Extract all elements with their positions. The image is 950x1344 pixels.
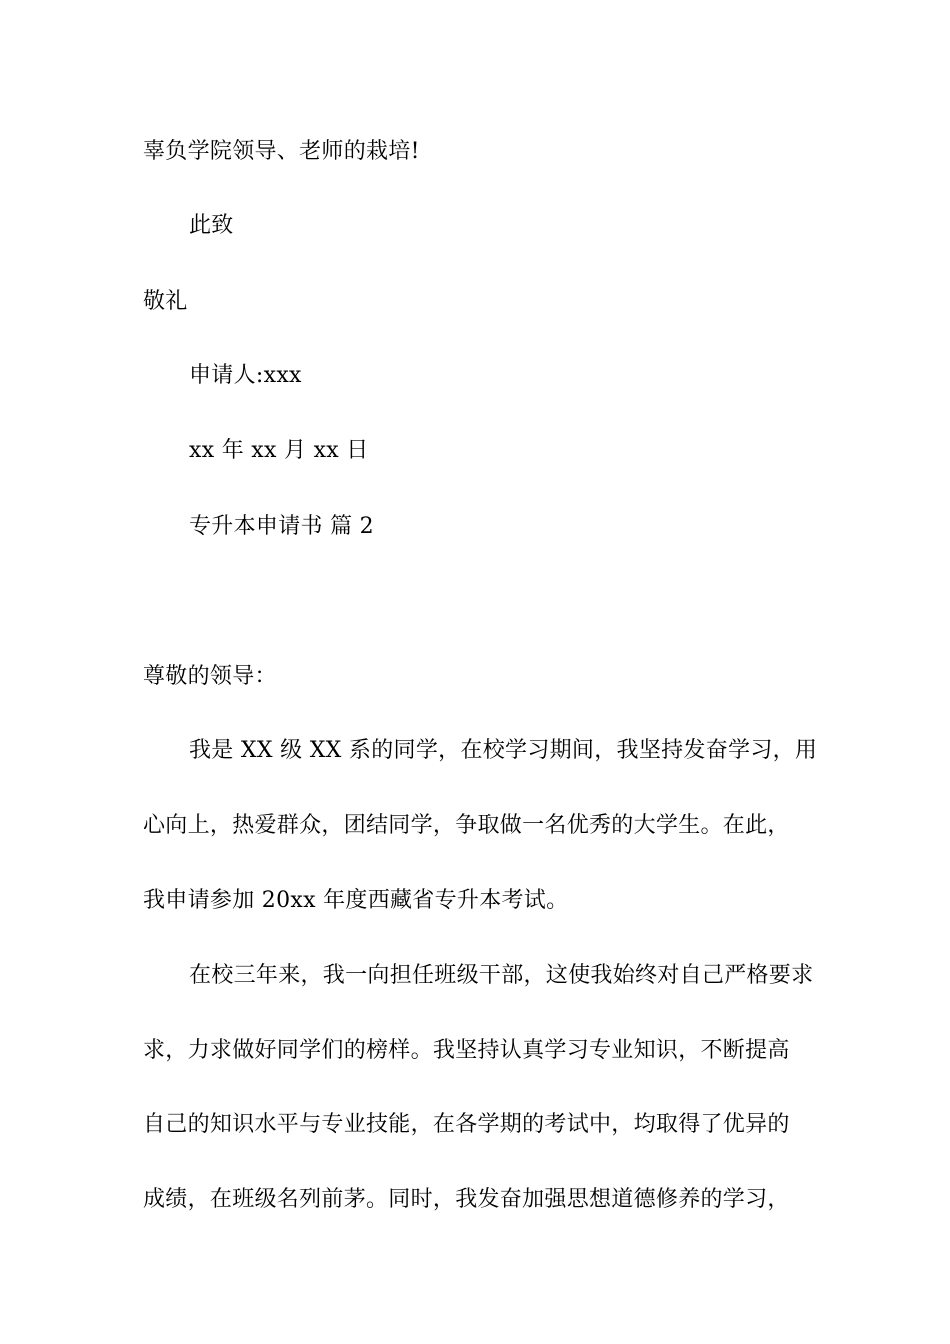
greeting-line: 尊敬的领导： <box>143 664 277 689</box>
paragraph-line: 成绩，在班级名列前茅。同时，我发奋加强思想道德修养的学习， <box>143 1187 790 1212</box>
section-heading: 专升本申请书 篇 2 <box>189 514 374 539</box>
paragraph-line: 在校三年来，我一向担任班级干部，这使我始终对自己严格要求 <box>189 963 814 988</box>
date-line: xx 年 xx 月 xx 日 <box>189 438 369 463</box>
paragraph-line: 我申请参加 20xx 年度西藏省专升本考试。 <box>143 888 569 913</box>
paragraph-line: 求，力求做好同学们的榜样。我坚持认真学习专业知识，不断提高 <box>143 1038 790 1063</box>
paragraph-line: 心向上，热爱群众，团结同学，争取做一名优秀的大学生。在此， <box>143 813 790 838</box>
salutation-jingli: 敬礼 <box>143 289 188 314</box>
salutation-cizhi: 此致 <box>189 213 234 238</box>
text-line-closing: 辜负学院领导、老师的栽培! <box>143 139 420 164</box>
paragraph-line: 我是 XX 级 XX 系的同学，在校学习期间，我坚持发奋学习，用 <box>189 738 818 763</box>
applicant-name: 申请人:xxx <box>189 363 302 388</box>
paragraph-line: 自己的知识水平与专业技能，在各学期的考试中，均取得了优异的 <box>143 1112 790 1137</box>
